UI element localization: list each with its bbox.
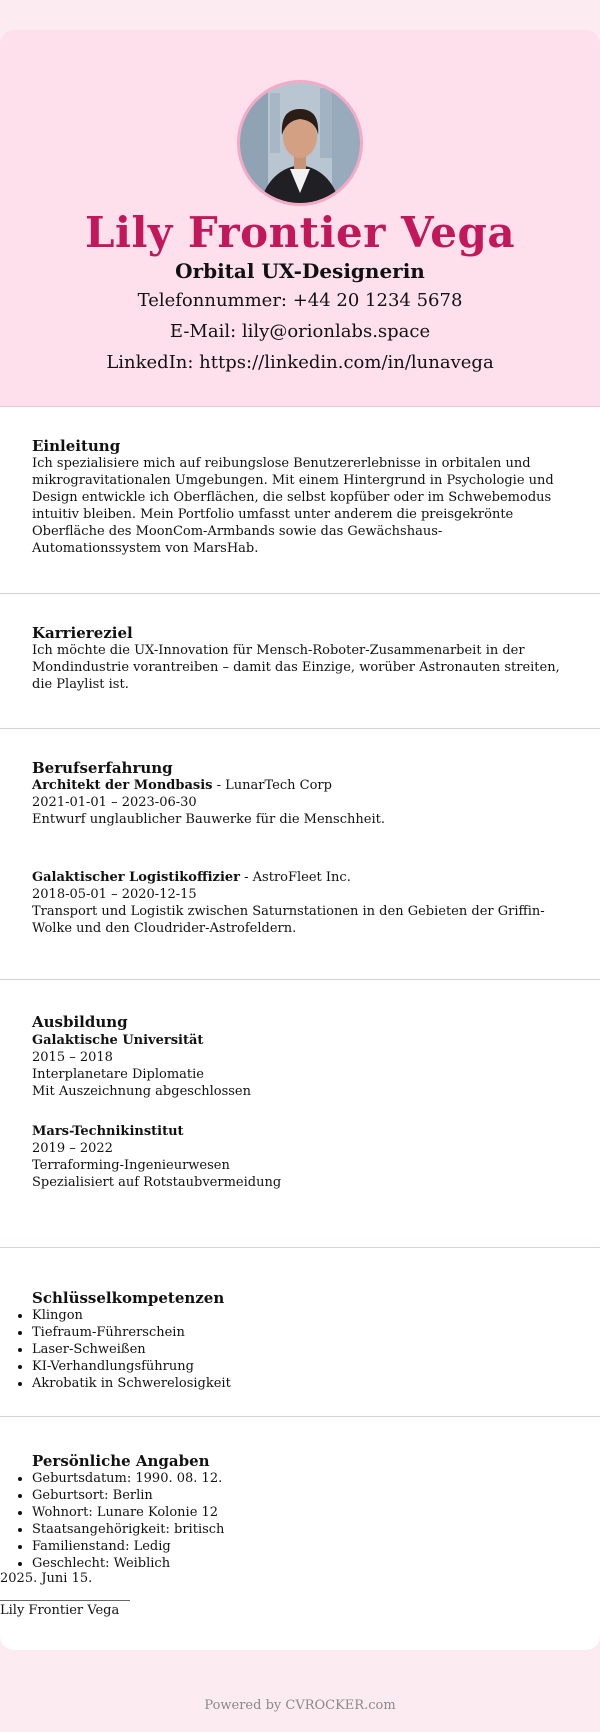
job-description: Transport und Logistik zwischen Saturnstationen in den Gebieten der Griffin-Wolke und den Cloudrider-Astrofeldern. [32, 904, 545, 936]
education-years: 2019 – 2022 [32, 1141, 113, 1156]
skills-list [0, 1307, 568, 1392]
job-entry [32, 777, 568, 828]
personal-info-item: • Familienstand: Ledig [32, 1538, 568, 1555]
skill-item: • Klingon [32, 1307, 568, 1324]
skill-item: • Akrobatik in Schwerelosigkeit [32, 1375, 568, 1392]
avatar [237, 80, 363, 206]
personal-info-item: • Geschlecht: Weiblich [32, 1555, 568, 1572]
candidate-name: Lily Frontier Vega [84, 208, 516, 257]
job-dates: 2018-05-01 – 2020-12-15 [32, 887, 197, 902]
education-section [0, 980, 600, 1248]
powered-by-link[interactable]: Powered by CVROCKER.com [204, 1698, 396, 1713]
personal-info-item: • Staatsangehörigkeit: britisch [32, 1521, 568, 1538]
signature-line [0, 1600, 130, 1601]
skills-section [0, 1248, 600, 1417]
personal-info-item: • Geburtsort: Berlin [32, 1487, 568, 1504]
education-note: Mit Auszeichnung abgeschlossen [32, 1084, 251, 1099]
education-field: Terraforming-Ingenieurwesen [32, 1158, 230, 1173]
resume-header [0, 30, 600, 407]
education-note: Spezialisiert auf Rotstaubvermeidung [32, 1175, 282, 1190]
resume-card [0, 30, 600, 1650]
section-heading: Persönliche Angaben [32, 1452, 210, 1470]
experience-section [0, 729, 600, 980]
section-heading: Karriereziel [32, 624, 133, 642]
job-role: Galaktischer Logistikoffizier [32, 870, 240, 885]
job-company: - AstroFleet Inc. [240, 870, 351, 885]
job-title: Orbital UX-Designerin [175, 259, 425, 283]
career-goal-text: Ich möchte die UX-Innovation für Mensch-Roboter-Zusammenarbeit in der Mondindustrie vorantreiben – damit das Einzige, worüber Astronauten streiten, die Playlist ist. [32, 643, 560, 692]
intro-section [0, 407, 600, 594]
phone-number: Telefonnummer: +44 20 1234 5678 [137, 290, 463, 311]
signature-name: Lily Frontier Vega [0, 1603, 120, 1618]
personal-info-list [0, 1470, 568, 1572]
job-company: - LunarTech Corp [212, 778, 332, 793]
job-description: Entwurf unglaublicher Bauwerke für die Menschheit. [32, 812, 385, 827]
skill-item: • KI-Verhandlungsführung [32, 1358, 568, 1375]
education-field: Interplanetare Diplomatie [32, 1067, 204, 1082]
education-entry [32, 1123, 568, 1191]
education-entry [32, 1032, 568, 1100]
school-name: Mars-Technikinstitut [32, 1124, 184, 1139]
section-heading: Berufserfahrung [32, 759, 173, 777]
career-goal-section [0, 594, 600, 729]
document-date: 2025. Juni 15. [0, 1571, 93, 1586]
education-years: 2015 – 2018 [32, 1050, 113, 1065]
personal-info-item: • Wohnort: Lunare Kolonie 12 [32, 1504, 568, 1521]
skill-item: • Laser-Schweißen [32, 1341, 568, 1358]
section-heading: Ausbildung [32, 1013, 128, 1031]
personal-info-item: • Geburtsdatum: 1990. 08. 12. [32, 1470, 568, 1487]
section-heading: Einleitung [32, 437, 121, 455]
school-name: Galaktische Universität [32, 1033, 204, 1048]
linkedin-url: LinkedIn: https://linkedin.com/in/lunavega [106, 352, 494, 373]
job-role: Architekt der Mondbasis [32, 778, 213, 793]
skill-item: • Tiefraum-Führerschein [32, 1324, 568, 1341]
section-heading: Schlüsselkompetenzen [32, 1289, 225, 1307]
intro-text: Ich spezialisiere mich auf reibungslose Benutzererlebnisse in orbitalen und mikrogravitationalen Umgebungen. Mit einem Hintergrund in Psychologie und Design entwickle ich Oberflächen, die selbst kopfüber oder im Schwebemodus intuitiv bleiben. Mein Portfolio umfasst unter anderem die preisgekrönte Oberfläche des MoonCom-Armbands sowie das Gewächshaus-Automationssystem von MarsHab. [32, 456, 554, 556]
job-dates: 2021-01-01 – 2023-06-30 [32, 795, 197, 810]
job-entry [32, 869, 568, 937]
email-address: E-Mail: lily@orionlabs.space [169, 321, 431, 342]
